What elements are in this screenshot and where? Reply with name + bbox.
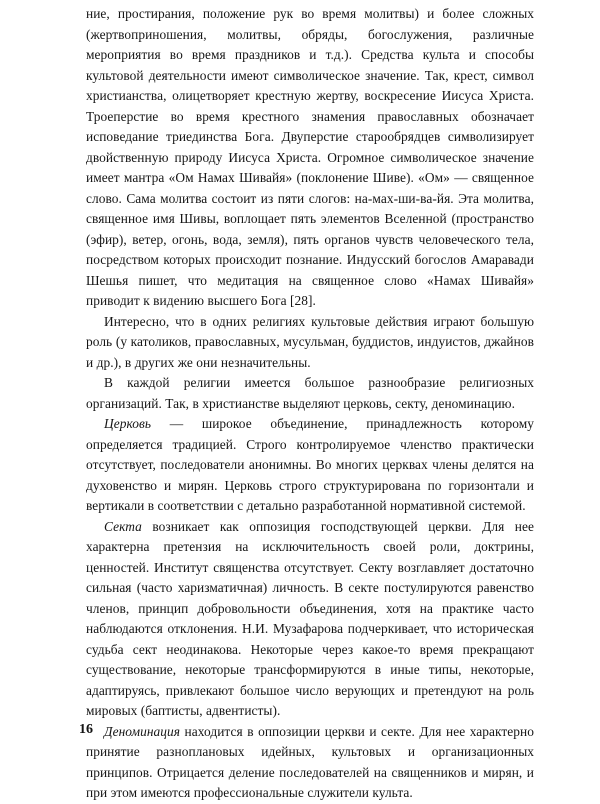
paragraph-text: находится в оппозиции церкви и секте. Для нее характерно принятие разноплановых идейных, культовых и организационных принципов. Отрицается деление последователей на священников и мирян, и при этом имеются профессиональные служители культа.: [86, 723, 534, 800]
paragraph-text: Интересно, что в одних религиях культовые действия играют большую роль (у католиков, православных, мусульман, буддистов, индуистов, джайнов и др.), в других же они незначительны.: [86, 313, 534, 370]
body-text: [86, 4, 534, 804]
paragraph-denomination: [86, 722, 534, 804]
paragraph-sect: [86, 517, 534, 722]
term-sect: Секта: [104, 518, 142, 534]
paragraph-text: возникает как оппозиция господствующей церкви. Для нее характерна претензия на исключительность своей роли, доктрины, ценностей. Институт священства отсутствует. Секту возглавляет достаточно сильная (часто харизматичная) личность. В секте постулируются равенство членов, принцип добровольности объединения, хотя на практике часто наблюдаются отклонения. Н.И. Музафарова подчеркивает, что историческая судьба сект неодинакова. Некоторые через какое-то время прекращают существование, некоторые трансформируются в иные типы, некоторые, адаптируясь, привлекают большое число верующих и претендуют на роль мировых (баптисты, адвентисты).: [86, 518, 534, 718]
paragraph: [86, 312, 534, 374]
paragraph-text: — широкое объединение, принадлежность которому определяется традицией. Строго контролируемое членство практически отсутствует, последователи анонимны. Во многих церквах члены делятся на духовенство и мирян. Церковь строго структурирована по горизонтали и вертикали в соответствии с детально разработанной нормативной системой.: [86, 416, 534, 513]
term-church: Церковь: [104, 416, 152, 431]
term-denomination: Деноминация: [104, 723, 181, 739]
paragraph: [86, 4, 534, 312]
paragraph-church: [86, 414, 534, 517]
paragraph: [86, 373, 534, 414]
paragraph-text: ние, простирания, положение рук во время молитвы) и более сложных (жертвоприношения, молитвы, обряды, богослужения, различные мероприятия во время праздников и т.д.). Средства культа и способы культовой деятельности имеют символическое значение. Так, крест, символ христианства, олицетворяет крестную жертву, воскресение Иисуса Христа. Троеперстие во время крестного знамения православных обозначает исповедание триединства Бога. Двуперстие старообрядцев символизирует двойственную природу Иисуса Христа. Огромное символическое значение имеет мантра «Ом Намах Шивайя» (поклонение Шиве). «Ом» — священное слово. Сама молитва состоит из пяти слогов: на-мах-ши-ва-йя. Эта молитва, священное имя Шивы, воплощает пять элементов Вселенной (пространство (эфир), ветер, огонь, вода, земля), пять органов чувств человеческого тела, посредством которых происходит познание. Индусский богослов Амаравади Шешья пишет, что медитация на священное слово «Намах Шивайя» приводит к видению высшего Бога [28].: [86, 6, 534, 308]
paragraph-text: В каждой религии имеется большое разнообразие религиозных организаций. Так, в христианстве выделяют церковь, секту, деноминацию.: [86, 375, 534, 411]
page-number: 16: [79, 722, 93, 737]
